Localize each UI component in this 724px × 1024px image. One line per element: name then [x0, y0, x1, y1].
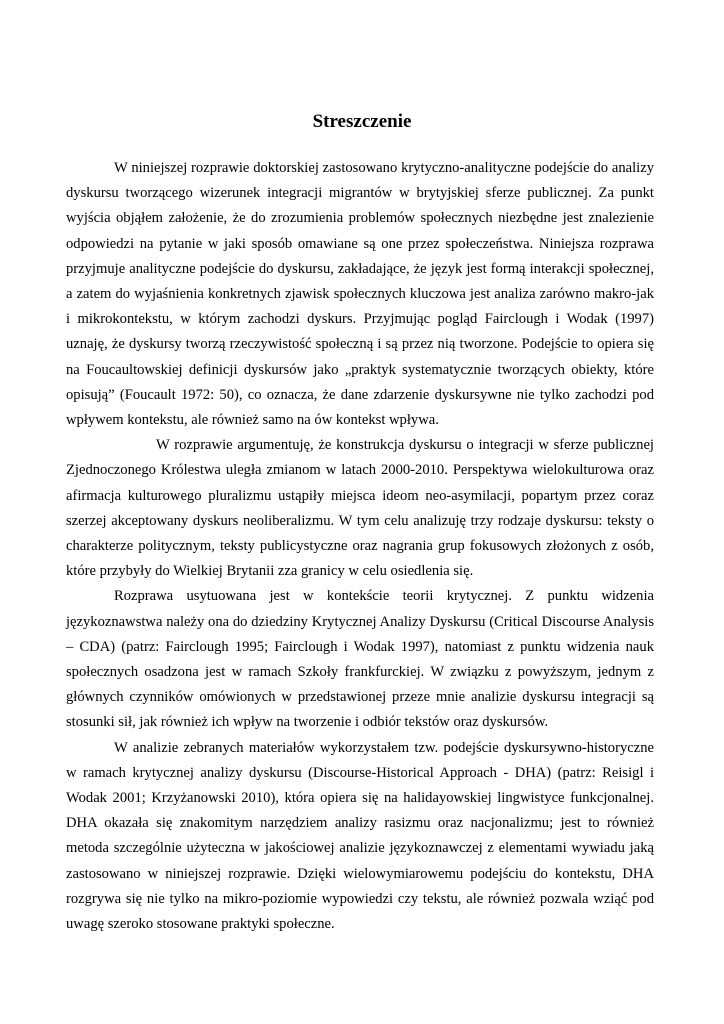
abstract-body — [66, 156, 654, 937]
page-title: Streszczenie — [312, 111, 412, 132]
paragraph-3: Rozprawa usytuowana jest w kontekście teorii krytycznej. Z punktu widzenia językoznawstwa należy ona do dziedziny Krytycznej Analizy Dyskursu (Critical Discourse Analysis – CDA) (patrz: Fairclough 1995; Fairclough i Wodak 1997), natomiast z punktu widzenia nauk społecznych osadzona jest w ramach Szkoły frankfurckiej. W związku z powyższym, jednym z głównych czynników omówionych w przedstawionej przeze mnie analizie dyskursu integracji są stosunki sił, jak również ich wpływ na tworzenie i odbiór tekstów oraz dyskursów. — [66, 588, 654, 731]
paragraph-2: W rozprawie argumentuję, że konstrukcja dyskursu o integracji w sferze publicznej Zjednoczonego Królestwa uległa zmianom w latach 2000-2010. Perspektywa wielokulturowa oraz afirmacja kulturowego pluralizmu ustąpiły miejsca ideom neo-asymilacji, popartym przez coraz szerzej akceptowany dyskurs neoliberalizmu. W tym celu analizuję trzy rodzaje dyskursu: teksty o charakterze politycznym, teksty publicystyczne oraz nagrania grup fokusowych złożonych z osób, które przybyły do Wielkiej Brytanii zza granicy w celu osiedlenia się. — [66, 437, 654, 580]
paragraph-4: W analizie zebranych materiałów wykorzystałem tzw. podejście dyskursywno-historyczne w ramach krytycznej analizy dyskursu (Discourse-Historical Approach - DHA) (patrz: Reisigl i Wodak 2001; Krzyżanowski 2010), która opiera się na halidayowskiej lingwistyce funkcjonalnej. DHA okazała się znakomitym narzędziem analizy rasizmu oraz nacjonalizmu; jest to również metoda szczególnie użyteczna w jakościowej analizie językoznawczej z elementami wywiadu jaką zastosowano w niniejszej rozprawie. Dzięki wielowymiarowemu podejściu do kontekstu, DHA rozgrywa się nie tylko na mikro-poziomie wypowiedzi czy tekstu, ale również pozwala wziąć pod uwagę szeroko stosowane praktyki społeczne. — [66, 739, 654, 933]
paragraph-1: W niniejszej rozprawie doktorskiej zastosowano krytyczno-analityczne podejście do analizy dyskursu tworzącego wizerunek integracji migrantów w brytyjskiej sferze publicznej. Za punkt wyjścia objąłem założenie, że do zrozumienia problemów społecznych niezbędne jest znalezienie odpowiedzi na pytanie w jaki sposób omawiane są one przez społeczeństwa. Niniejsza rozprawa przyjmuje analityczne podejście do dyskursu, zakładające, że język jest formą interakcji społecznej, a zatem do wyjaśnienia konkretnych zjawisk społecznych kluczowa jest analiza zarówno makro-jak i mikrokontekstu, w którym zachodzi dyskurs. Przyjmując pogląd Fairclough i Wodak (1997) uznaję, że dyskursy tworzą rzeczywistość społeczną i są przez nią tworzone. Podejście to opiera się na Foucaultowskiej definicji dyskursów jako „praktyk systematycznie tworzących obiekty, które opisują” (Foucault 1972: 50), co oznacza, że dane zdarzenie dyskursywne nie tylko zachodzi pod wpływem kontekstu, ale również samo na ów kontekst wpływa. — [66, 160, 654, 429]
